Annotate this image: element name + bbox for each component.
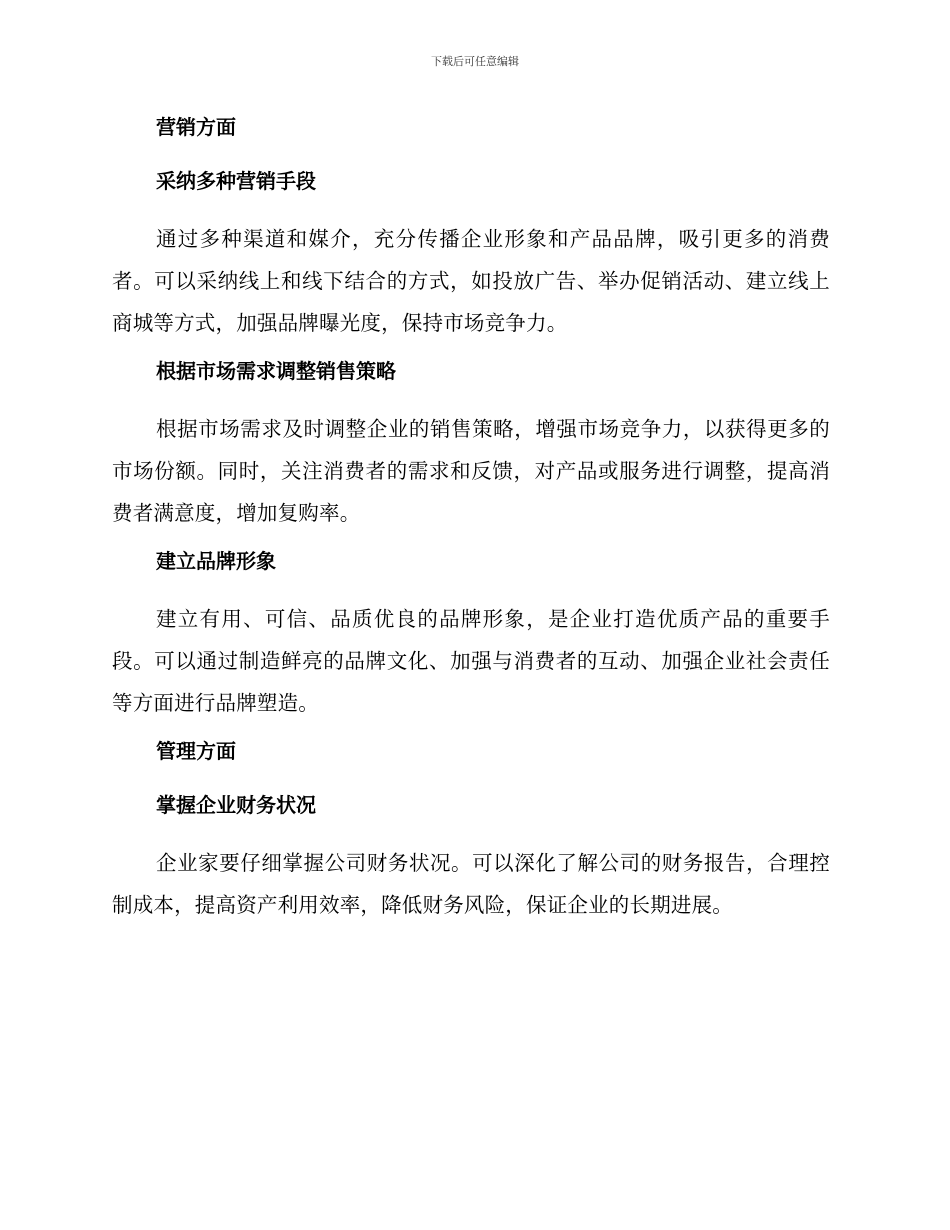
subheading-brand-image: 建立品牌形象 (156, 549, 276, 573)
paragraph-sales-strategy: 根据市场需求及时调整企业的销售策略，增强市场竞争力，以获得更多的市场份额。同时，关注消费者的需求和反馈，对产品或服务进行调整，提高消费者满意度，增加复购率。 (112, 417, 830, 525)
document-body (112, 110, 830, 936)
paragraph-finance: 企业家要仔细掌握公司财务状况。可以深化了解公司的财务报告，合理控制成本，提高资产利用效率，降低财务风险，保证企业的长期进展。 (112, 851, 830, 917)
section-heading-management: 管理方面 (156, 739, 236, 763)
section-heading-marketing: 营销方面 (156, 115, 236, 139)
subheading-finance: 掌握企业财务状况 (156, 793, 316, 817)
subheading-marketing-methods: 采纳多种营销手段 (156, 169, 316, 193)
paragraph-brand-image: 建立有用、可信、品质优良的品牌形象，是企业打造优质产品的重要手段。可以通过制造鲜亮的品牌文化、加强与消费者的互动、加强企业社会责任等方面进行品牌塑造。 (112, 607, 830, 715)
subheading-sales-strategy: 根据市场需求调整销售策略 (156, 359, 396, 383)
header-note: 下载后可任意编辑 (431, 55, 519, 68)
paragraph-marketing-methods: 通过多种渠道和媒介，充分传播企业形象和产品品牌，吸引更多的消费者。可以采纳线上和线下结合的方式，如投放广告、举办促销活动、建立线上商城等方式，加强品牌曝光度，保持市场竞争力。 (112, 227, 830, 335)
